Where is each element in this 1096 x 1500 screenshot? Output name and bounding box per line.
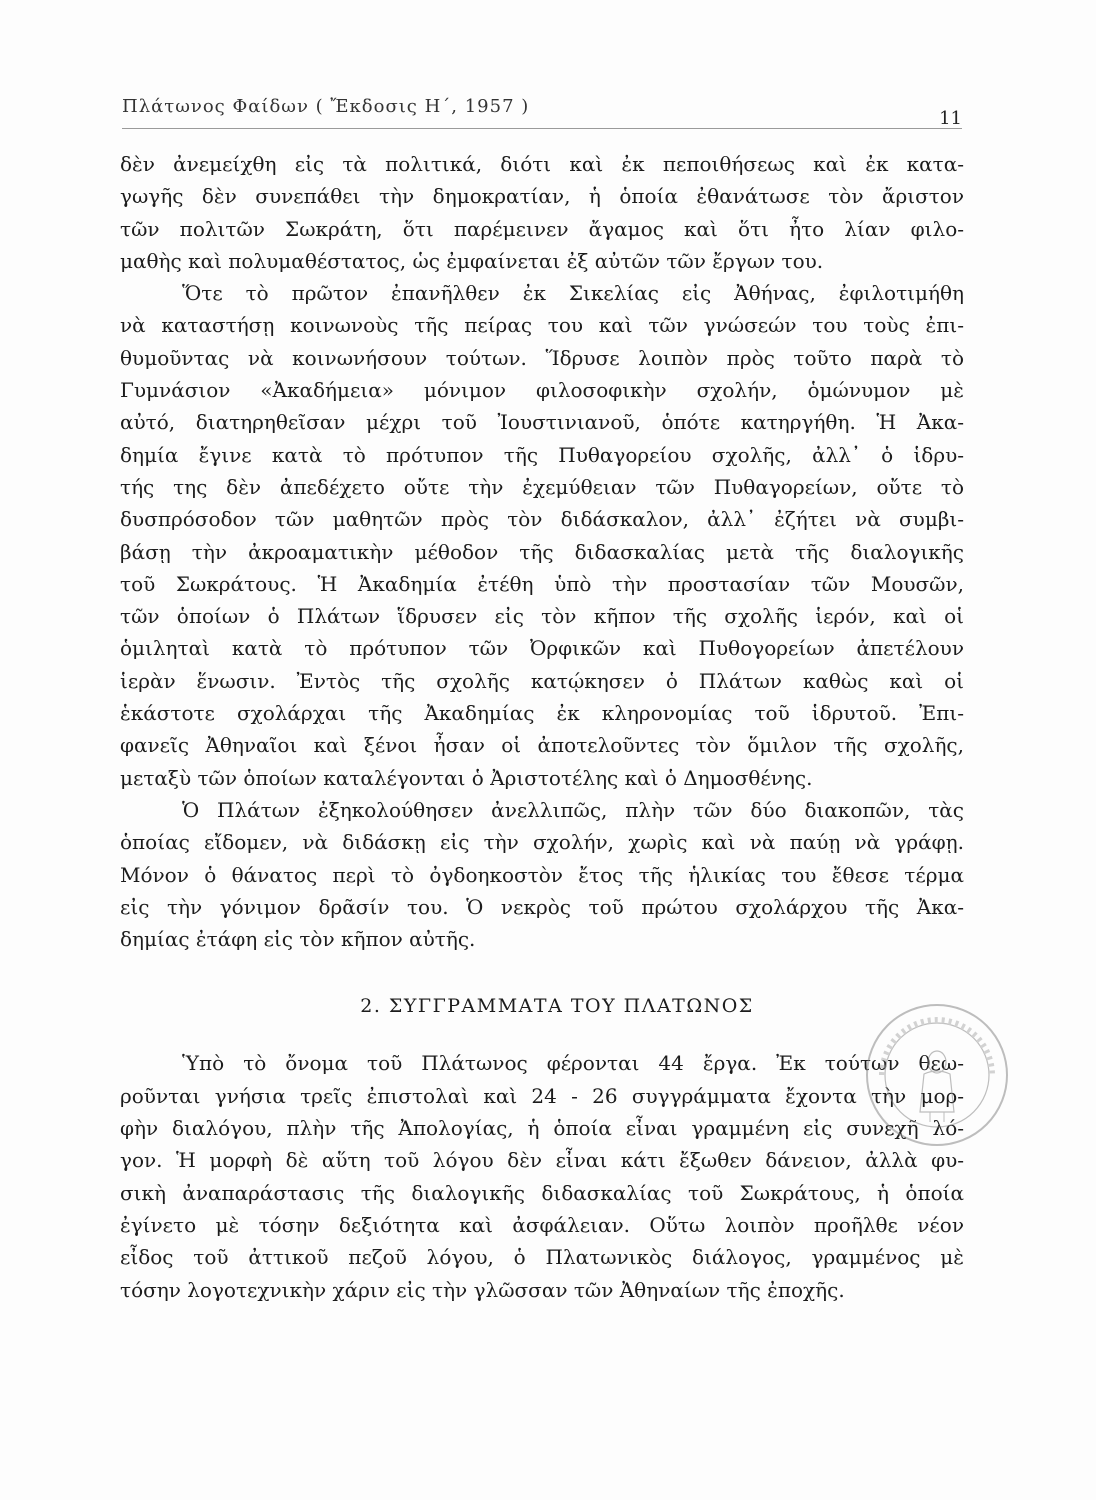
- paragraph: [120, 794, 964, 955]
- spacer: [120, 955, 964, 989]
- text-line: τόσην λογοτεχνικὴν χάριν εἰς τὴν γλῶσσαν τῶν Ἀθηναίων τῆς ἐποχῆς.: [120, 1277, 845, 1302]
- section-heading: 2. ΣΥΓΓΡΑΜΜΑΤΑ ΤΟΥ ΠΛΑΤΩΝΟΣ: [360, 995, 754, 1018]
- text-line: Ὑπὸ τὸ ὄνομα τοῦ Πλάτωνος φέρονται 44 ἔργα. Ἐκ τούτων θεω-: [182, 1051, 964, 1076]
- text-line: γον. Ἡ μορφὴ δὲ αὕτη τοῦ λόγου δὲν εἶναι κάτι ἔξωθεν δάνειον, ἀλλὰ φυ-: [120, 1148, 964, 1173]
- text-line: ροῦνται γνήσια τρεῖς ἐπιστολαὶ καὶ 24 - 26 συγγράμματα ἔχοντα τὴν μορ-: [120, 1083, 964, 1108]
- text-line: σικὴ ἀναπαράστασις τῆς διαλογικῆς διδασκαλίας τοῦ Σωκράτους, ἡ ὁποία: [120, 1180, 964, 1205]
- text-line: ἐγίνετο μὲ τόσην δεξιότητα καὶ ἀσφάλειαν. Οὕτω λοιπὸν προῆλθε νέον: [120, 1212, 964, 1237]
- text-line: δημία ἔγινε κατὰ τὸ πρότυπον τῆς Πυθαγορείου σχολῆς, ἀλλ᾽ ὁ ἱδρυ-: [120, 442, 964, 467]
- text-line: γωγῆς δὲν συνεπάθει τὴν δημοκρατίαν, ἡ ὁποία ἐθανάτωσε τὸν ἄριστον: [120, 184, 964, 209]
- text-line: εἶδος τοῦ ἀττικοῦ πεζοῦ λόγου, ὁ Πλατωνικὸς διάλογος, γραμμένος μὲ: [120, 1245, 964, 1270]
- text-line: τής της δὲν ἀπεδέχετο οὔτε τὴν ἐχεμύθειαν τῶν Πυθαγορείων, οὔτε τὸ: [120, 474, 964, 499]
- text-line: μαθὴς καὶ πολυμαθέστατος, ὡς ἐμφαίνεται ἐξ αὐτῶν τῶν ἔργων του.: [120, 248, 824, 273]
- text-line: ὁποίας εἴδομεν, νὰ διδάσκῃ εἰς τὴν σχολήν, χωρὶς καὶ νὰ παύῃ νὰ γράφῃ.: [120, 830, 964, 855]
- text-line: ἱερὰν ἕνωσιν. Ἐντὸς τῆς σχολῆς κατῴκησεν ὁ Πλάτων καθὼς καὶ οἱ: [120, 668, 964, 693]
- text-line: δημίας ἐτάφη εἰς τὸν κῆπον αὐτῆς.: [120, 927, 476, 952]
- text-line: τοῦ Σωκράτους. Ἡ Ἀκαδημία ἐτέθη ὑπὸ τὴν προστασίαν τῶν Μουσῶν,: [120, 571, 964, 596]
- text-line: φανεῖς Ἀθηναῖοι καὶ ξένοι ἦσαν οἱ ἀποτελοῦντες τὸν ὅμιλον τῆς σχολῆς,: [120, 733, 964, 758]
- paragraph: [120, 1047, 964, 1305]
- page-number: 11: [939, 108, 962, 129]
- body-text: [120, 148, 964, 1306]
- text-line: βάσῃ τὴν ἀκροαματικὴν μέθοδον τῆς διδασκαλίας μετὰ τῆς διαλογικῆς: [120, 539, 964, 564]
- running-header: [122, 92, 962, 129]
- text-line: θυμοῦντας νὰ κοινωνήσουν τούτων. Ἵδρυσε λοιπὸν πρὸς τοῦτο παρὰ τὸ: [120, 345, 964, 370]
- text-line: εἰς τὴν γόνιμον δρᾶσίν του. Ὁ νεκρὸς τοῦ πρώτου σχολάρχου τῆς Ἀκα-: [120, 894, 964, 919]
- paragraph: [120, 277, 964, 794]
- text-line: ἑκάστοτε σχολάρχαι τῆς Ἀκαδημίας ἐκ κληρονομίας τοῦ ἱδρυτοῦ. Ἐπι-: [120, 701, 964, 726]
- text-line: Ὅτε τὸ πρῶτον ἐπανῆλθεν ἐκ Σικελίας εἰς Ἀθήνας, ἐφιλοτιμήθη: [182, 281, 964, 306]
- text-line: φὴν διαλόγου, πλὴν τῆς Ἀπολογίας, ἡ ὁποία εἶναι γραμμένη εἰς συνεχῆ λό-: [120, 1116, 964, 1141]
- text-line: αὐτό, διατηρηθεῖσαν μέχρι τοῦ Ἰουστινιανοῦ, ὁπότε κατηργήθη. Ἡ Ἀκα-: [120, 410, 964, 435]
- library-stamp: [862, 1000, 1012, 1150]
- text-line: δὲν ἀνεμείχθη εἰς τὰ πολιτικά, διότι καὶ ἐκ πεποιθήσεως καὶ ἐκ κατα-: [120, 152, 964, 176]
- text-line: τῶν πολιτῶν Σωκράτη, ὅτι παρέμεινεν ἄγαμος καὶ ὅτι ἦτο λίαν φιλο-: [120, 216, 964, 241]
- header-title: Πλάτωνος Φαίδων ( Ἔκδοσις Η΄, 1957 ): [122, 96, 530, 117]
- text-line: Ὁ Πλάτων ἐξηκολούθησεν ἀνελλιπῶς, πλὴν τῶν δύο διακοπῶν, τὰς: [182, 797, 964, 822]
- text-line: Μόνον ὁ θάνατος περὶ τὸ ὀγδοηκοστὸν ἔτος τῆς ἡλικίας του ἔθεσε τέρμα: [120, 862, 964, 887]
- text-line: ὁμιληταὶ κατὰ τὸ πρότυπον τῶν Ὀρφικῶν καὶ Πυθογορείων ἀπετέλουν: [120, 636, 964, 661]
- text-line: μεταξὺ τῶν ὁποίων καταλέγονται ὁ Ἀριστοτέλης καὶ ὁ Δημοσθένης.: [120, 765, 813, 790]
- text-line: τῶν ὁποίων ὁ Πλάτων ἵδρυσεν εἰς τὸν κῆπον τῆς σχολῆς ἱερόν, καὶ οἱ: [120, 604, 964, 629]
- text-line: Γυμνάσιον «Ἀκαδήμεια» μόνιμον φιλοσοφικὴν σχολήν, ὁμώνυμον μὲ: [120, 378, 964, 403]
- text-line: δυσπρόσοδον τῶν μαθητῶν πρὸς τὸν διδάσκαλον, ἀλλ᾽ ἐζήτει νὰ συμβι-: [120, 507, 964, 532]
- text-line: νὰ καταστήσῃ κοινωνοὺς τῆς πείρας του καὶ τῶν γνώσεών του τοὺς ἐπι-: [120, 313, 964, 338]
- spacer: [120, 1023, 964, 1047]
- paragraph: [120, 148, 964, 277]
